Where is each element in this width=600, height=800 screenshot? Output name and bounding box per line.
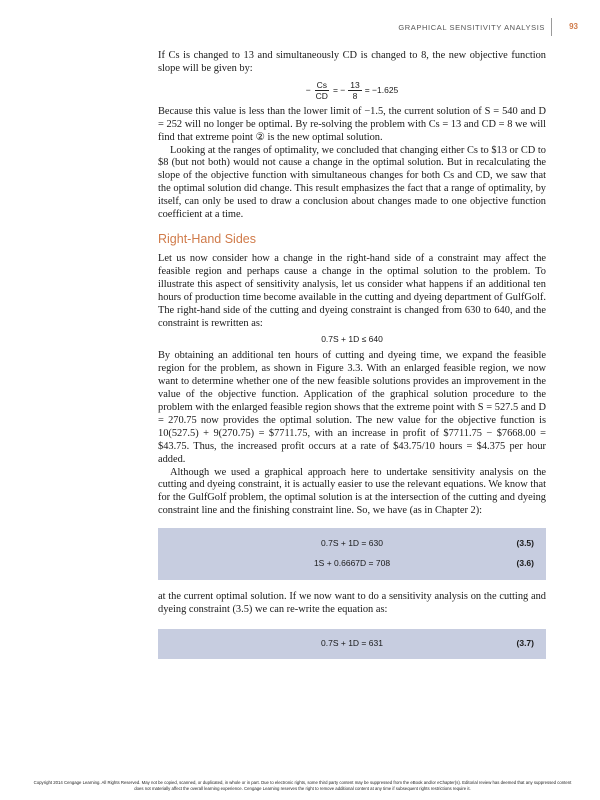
- equation-text: 0.7S + 1D = 630: [321, 538, 383, 549]
- constraint-equation: 0.7S + 1D ≤ 640: [321, 334, 383, 345]
- equation-box-2: [158, 629, 546, 659]
- equation-text: 0.7S + 1D = 631: [321, 638, 383, 648]
- formula-prefix: −: [305, 85, 311, 96]
- equation-box-1: [158, 528, 546, 580]
- header-divider: [551, 18, 552, 36]
- page-body: [158, 50, 546, 659]
- page-number: 93: [569, 22, 578, 31]
- section-heading: Right-Hand Sides: [158, 231, 256, 246]
- equation-row: [158, 534, 546, 554]
- formula-result: = −1.625: [364, 85, 399, 96]
- formula-numerator-1: Cs: [316, 79, 327, 90]
- paragraph-5: Although we used a graphical approach here to undertake sensitivity analysis on the cutting and dyeing constraint, it is actually easier to use the relevant equations. We know that for the GulfGolf problem, the optimal solution is at the intersection of the cutting and dyeing constraint line and the finishing constraint line. So, we have (as in Chapter 2):: [158, 466, 546, 517]
- formula-fraction-1: [314, 80, 330, 101]
- paragraph-1: Because this value is less than the lower limit of −1.5, the current solution of S = 540 and D = 252 will no longer be optimal. By re-solving the problem with Cs = 13 and CD = 8 we will find that extreme point ② is the new optimal solution.: [158, 105, 546, 143]
- header-title: GRAPHICAL SENSITIVITY ANALYSIS: [398, 23, 545, 32]
- paragraph-4: By obtaining an additional ten hours of cutting and dyeing time, we expand the feasible region for the problem, as shown in Figure 3.3. With an enlarged feasible region, we now want to determine whether one of the new feasible solutions provides an improvement in the value of the objective function. Application of the graphical solution procedure to the problem with the enlarged feasible region shows that the extreme point with S = 527.5 and D = 270.75 now provides the optimal solution. The new value for the objective function is 10(527.5) + 9(270.75) = $7711.75, with an increase in profit of $7711.75 − $7668.00 = $43.75. Thus, the increased profit occurs at a rate of $43.75/10 hours = $4.375 per hour added.: [158, 350, 546, 465]
- formula-denominator-1: CD: [315, 90, 328, 101]
- equation-number: (3.5): [516, 538, 534, 549]
- running-header: [0, 18, 600, 38]
- slope-formula: [158, 80, 546, 101]
- paragraph-2: Looking at the ranges of optimality, we concluded that changing either Cs to $13 or CD to $8 (but not both) would not cause a change in the optimal solution. But in recalculating the slope of the objective function with simultaneous changes for both Cs and CD, we saw that the optimal solution did change. This result emphasizes the fact that a range of optimality, by itself, can only be used to draw a conclusion about changes made to one objective function coefficient at a time.: [158, 144, 546, 221]
- equation-number: (3.6): [516, 558, 534, 569]
- intro-paragraph: If Cs is changed to 13 and simultaneously CD is changed to 8, the new objective function slope will be given by:: [158, 50, 546, 74]
- formula-equals-1: = −: [332, 85, 346, 96]
- equation-row: [158, 634, 546, 654]
- equation-row: [158, 554, 546, 574]
- copyright-notice: Copyright 2014 Cengage Learning. All Rights Reserved. May not be copied, scanned, or duplicated, in whole or in part. Due to electronic rights, some third party content may be suppressed from the eBook and/or eChapter(s). Editorial review has deemed that any suppressed content does not materially affect the overall learning experience. Cengage Learning reserves the right to remove additional content at any time if subsequent rights restrictions require it.: [33, 780, 572, 791]
- formula-numerator-2: 13: [350, 79, 360, 90]
- equation-number: (3.7): [516, 638, 534, 648]
- paragraph-3: Let us now consider how a change in the right-hand side of a constraint may affect the feasible region and perhaps cause a change in the optimal solution to the problem. To illustrate this aspect of sensitivity analysis, let us consider what happens if an additional ten hours of production time become available in the cutting and dyeing department of GulfGolf. The right-hand side of the cutting and dyeing constraint is changed from 630 to 640, and the constraint is rewritten as:: [158, 252, 546, 329]
- formula-fraction-2: [348, 80, 361, 101]
- formula-denominator-2: 8: [352, 90, 358, 101]
- equation-text: 1S + 0.6667D = 708: [313, 558, 391, 569]
- paragraph-6: at the current optimal solution. If we now want to do a sensitivity analysis on the cutting and dyeing constraint (3.5) we can re-write the equation as:: [158, 591, 546, 616]
